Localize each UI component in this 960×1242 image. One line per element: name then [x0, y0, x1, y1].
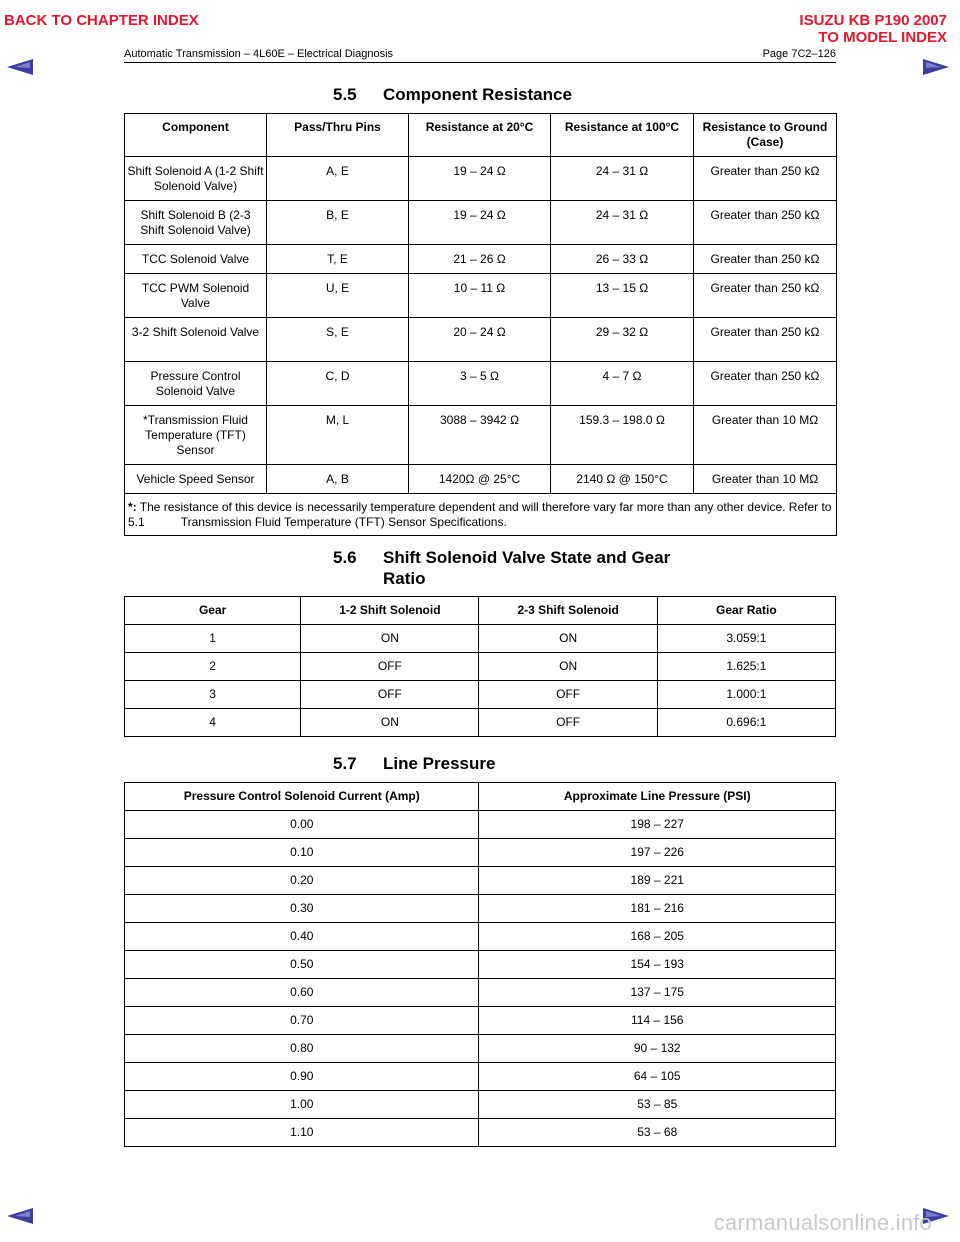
table-row [125, 201, 837, 245]
table-cell: 197 – 226 [479, 839, 836, 867]
table-cell: ON [479, 625, 657, 653]
table-row [125, 681, 836, 709]
header-rule [124, 62, 836, 63]
table-cell: 13 – 15 Ω [551, 274, 694, 318]
table-cell: 10 – 11 Ω [409, 274, 551, 318]
table-cell: T, E [267, 245, 409, 274]
table-cell: 4 – 7 Ω [551, 362, 694, 406]
table-row [125, 1007, 836, 1035]
table-row [125, 839, 836, 867]
table-cell: 29 – 32 Ω [551, 318, 694, 362]
table-row [125, 709, 836, 737]
column-header: Component [125, 114, 267, 157]
table-cell: A, B [267, 465, 409, 494]
section-number: 5.6 [333, 548, 357, 567]
table-cell: 0.80 [125, 1035, 479, 1063]
column-header: Pass/Thru Pins [267, 114, 409, 157]
table-note-row [125, 494, 837, 536]
table-cell: Greater than 10 MΩ [694, 406, 837, 465]
footnote-text: The resistance of this device is necessarily temperature dependent and will therefore vary far more than any other device. Refer to 5.1 [128, 500, 832, 529]
table-footnote [125, 494, 837, 536]
column-header: Approximate Line Pressure (PSI) [479, 783, 836, 811]
table-row [125, 923, 836, 951]
column-header: 2-3 Shift Solenoid [479, 597, 657, 625]
table-cell: 19 – 24 Ω [409, 201, 551, 245]
model-index-line1: ISUZU KB P190 2007 [799, 12, 947, 29]
section-title: Component Resistance [383, 85, 572, 104]
table-row [125, 1063, 836, 1091]
table-cell: Greater than 10 MΩ [694, 465, 837, 494]
gear-ratio-table [124, 596, 836, 737]
table-cell: 0.696:1 [657, 709, 835, 737]
line-pressure-table [124, 782, 836, 1147]
section-title: Line Pressure [383, 754, 496, 773]
table-cell: 0.10 [125, 839, 479, 867]
table-cell: B, E [267, 201, 409, 245]
table-cell: 0.00 [125, 811, 479, 839]
table-cell: 90 – 132 [479, 1035, 836, 1063]
table-cell: S, E [267, 318, 409, 362]
column-header: 1-2 Shift Solenoid [301, 597, 479, 625]
model-index-link[interactable] [799, 12, 947, 46]
table-cell: Vehicle Speed Sensor [125, 465, 267, 494]
table-cell: 198 – 227 [479, 811, 836, 839]
table-cell: 1.000:1 [657, 681, 835, 709]
table-cell: 1 [125, 625, 301, 653]
table-row [125, 274, 837, 318]
table-row [125, 157, 837, 201]
table-cell: 1.10 [125, 1119, 479, 1147]
table-row [125, 625, 836, 653]
table-cell: Pressure Control Solenoid Valve [125, 362, 267, 406]
table-cell: 24 – 31 Ω [551, 157, 694, 201]
section-number: 5.5 [333, 85, 357, 104]
table-cell: 114 – 156 [479, 1007, 836, 1035]
previous-page-arrow-icon[interactable] [6, 57, 34, 77]
table-cell: *Transmission Fluid Temperature (TFT) Sensor [125, 406, 267, 465]
table-cell: Greater than 250 kΩ [694, 201, 837, 245]
table-cell: Greater than 250 kΩ [694, 274, 837, 318]
table-cell: 181 – 216 [479, 895, 836, 923]
table-row [125, 1119, 836, 1147]
table-cell: TCC PWM Solenoid Valve [125, 274, 267, 318]
table-cell: 137 – 175 [479, 979, 836, 1007]
table-cell: 0.60 [125, 979, 479, 1007]
column-header: Gear [125, 597, 301, 625]
next-page-arrow-icon[interactable] [922, 57, 950, 77]
table-cell: TCC Solenoid Valve [125, 245, 267, 274]
table-cell: Greater than 250 kΩ [694, 318, 837, 362]
table-cell: ON [301, 709, 479, 737]
table-cell: 20 – 24 Ω [409, 318, 551, 362]
table-cell: Shift Solenoid A (1-2 Shift Solenoid Valve) [125, 157, 267, 201]
table-row [125, 979, 836, 1007]
table-cell: 4 [125, 709, 301, 737]
table-cell: 3 – 5 Ω [409, 362, 551, 406]
previous-page-arrow-bottom-icon[interactable] [6, 1206, 34, 1226]
table-cell: 168 – 205 [479, 923, 836, 951]
page-number: Page 7C2–126 [762, 48, 836, 60]
table-cell: 53 – 85 [479, 1091, 836, 1119]
section-number: 5.7 [333, 754, 357, 773]
table-cell: 0.50 [125, 951, 479, 979]
table-cell: 26 – 33 Ω [551, 245, 694, 274]
table-cell: ON [301, 625, 479, 653]
table-cell: OFF [301, 681, 479, 709]
document-title: Automatic Transmission – 4L60E – Electrical Diagnosis [124, 48, 394, 60]
table-cell: 19 – 24 Ω [409, 157, 551, 201]
section-heading-line-pressure [333, 753, 495, 774]
table-cell: ON [479, 653, 657, 681]
table-row [125, 245, 837, 274]
table-header-row [125, 114, 837, 157]
table-cell: OFF [479, 709, 657, 737]
table-row [125, 465, 837, 494]
section-title: Shift Solenoid Valve State and Gear Ratio [383, 548, 671, 588]
table-cell: 0.90 [125, 1063, 479, 1091]
table-row [125, 362, 837, 406]
table-cell: 0.30 [125, 895, 479, 923]
table-row [125, 951, 836, 979]
table-row [125, 895, 836, 923]
table-cell: 1420Ω @ 25°C [409, 465, 551, 494]
table-cell: 1.625:1 [657, 653, 835, 681]
table-cell: 154 – 193 [479, 951, 836, 979]
footnote-reference: Transmission Fluid Temperature (TFT) Sensor Specifications. [180, 515, 507, 529]
table-cell: 0.20 [125, 867, 479, 895]
table-header-row [125, 783, 836, 811]
table-cell: 0.40 [125, 923, 479, 951]
table-cell: 21 – 26 Ω [409, 245, 551, 274]
column-header: Resistance at 20°C [409, 114, 551, 157]
column-header: Resistance to Ground (Case) [694, 114, 837, 157]
model-index-line2: TO MODEL INDEX [818, 29, 947, 46]
table-cell: OFF [479, 681, 657, 709]
watermark: carmanualsonline.info [713, 1210, 932, 1235]
table-cell: A, E [267, 157, 409, 201]
table-row [125, 867, 836, 895]
table-cell: Greater than 250 kΩ [694, 245, 837, 274]
table-cell: 0.70 [125, 1007, 479, 1035]
table-cell: M, L [267, 406, 409, 465]
column-header: Pressure Control Solenoid Current (Amp) [125, 783, 479, 811]
table-header-row [125, 597, 836, 625]
table-cell: 3.059:1 [657, 625, 835, 653]
column-header: Gear Ratio [657, 597, 835, 625]
table-cell: 24 – 31 Ω [551, 201, 694, 245]
table-cell: 159.3 – 198.0 Ω [551, 406, 694, 465]
column-header: Resistance at 100°C [551, 114, 694, 157]
component-resistance-table [124, 113, 837, 536]
table-cell: Greater than 250 kΩ [694, 157, 837, 201]
section-heading-component-resistance [333, 84, 572, 105]
table-cell: Shift Solenoid B (2-3 Shift Solenoid Valve) [125, 201, 267, 245]
table-cell: U, E [267, 274, 409, 318]
table-cell: 3-2 Shift Solenoid Valve [125, 318, 267, 362]
table-cell: 53 – 68 [479, 1119, 836, 1147]
table-row [125, 653, 836, 681]
table-cell: OFF [301, 653, 479, 681]
table-cell: 2140 Ω @ 150°C [551, 465, 694, 494]
table-row [125, 406, 837, 465]
table-cell: 2 [125, 653, 301, 681]
table-row [125, 1035, 836, 1063]
table-cell: C, D [267, 362, 409, 406]
table-cell: 1.00 [125, 1091, 479, 1119]
table-cell: Greater than 250 kΩ [694, 362, 837, 406]
table-cell: 189 – 221 [479, 867, 836, 895]
table-cell: 64 – 105 [479, 1063, 836, 1091]
table-cell: 3 [125, 681, 301, 709]
table-row [125, 318, 837, 362]
footnote-marker: *: [128, 500, 137, 514]
table-row [125, 1091, 836, 1119]
table-cell: 3088 – 3942 Ω [409, 406, 551, 465]
table-row [125, 811, 836, 839]
section-heading-shift-solenoid-state [333, 547, 713, 589]
back-to-chapter-index-link[interactable]: BACK TO CHAPTER INDEX [4, 12, 199, 29]
